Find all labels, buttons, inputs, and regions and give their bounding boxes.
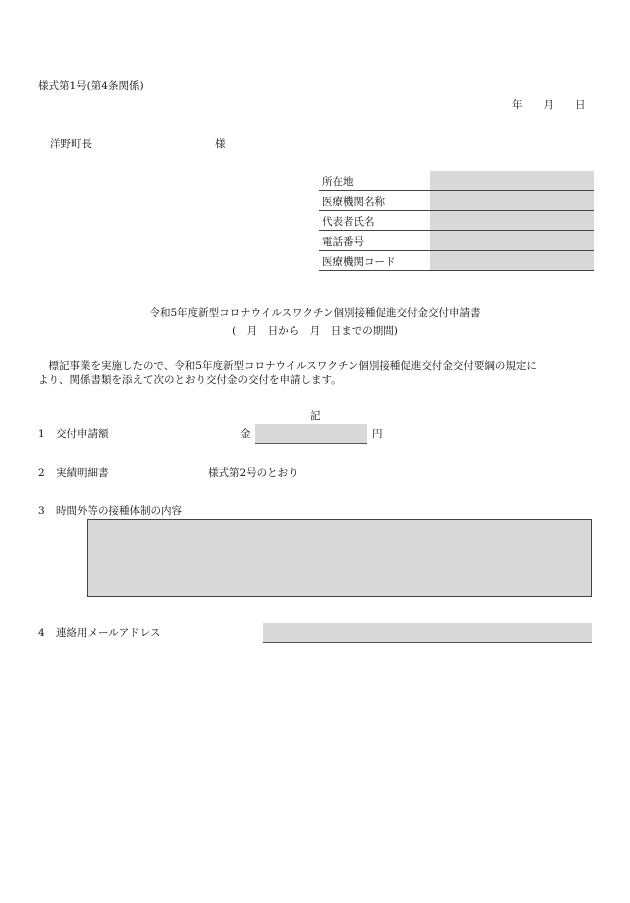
phone-field[interactable] xyxy=(430,231,594,251)
date-line: 年 月 日 xyxy=(512,99,586,111)
item2-label: 実績明細書 xyxy=(56,467,109,479)
application-amount-field[interactable] xyxy=(255,424,367,444)
applicant-row-representative xyxy=(319,211,594,231)
address-label: 所在地 xyxy=(319,171,430,191)
institution-code-field[interactable] xyxy=(430,251,594,271)
applicant-row-address xyxy=(319,171,594,191)
representative-field[interactable] xyxy=(430,211,594,231)
institution-name-field[interactable] xyxy=(430,191,594,211)
item3-label: 時間外等の接種体制の内容 xyxy=(56,505,182,517)
applicant-row-phone xyxy=(319,231,594,251)
period-line: ( 月 日から 月 日までの期間) xyxy=(232,325,398,337)
item4-label: 連絡用メールアドレス xyxy=(56,627,161,639)
document-title: 令和5年度新型コロナウイルスワクチン個別接種促進交付金交付申請書 xyxy=(149,307,481,319)
body-line-2: より、関係書類を添えて次のとおり交付金の交付を申請します。 xyxy=(38,374,342,386)
item4-number: 4 xyxy=(38,627,45,639)
item1-label: 交付申請額 xyxy=(56,428,109,440)
institution-name-label: 医療機関名称 xyxy=(319,191,430,211)
item2-value: 様式第2号のとおり xyxy=(208,467,299,479)
representative-label: 代表者氏名 xyxy=(319,211,430,231)
addressee-honorific: 様 xyxy=(215,138,226,150)
item3-number: 3 xyxy=(38,505,45,517)
address-field[interactable] xyxy=(430,171,594,191)
item1-prefix: 金 xyxy=(240,428,251,440)
form-number: 様式第1号(第4条関係) xyxy=(38,80,144,92)
contact-email-field[interactable] xyxy=(263,623,592,643)
item1-unit: 円 xyxy=(372,428,383,440)
ki-heading: 記 xyxy=(310,410,321,422)
body-line-1: 標記事業を実施したので、令和5年度新型コロナウイルスワクチン個別接種促進交付金交付要綱の規定に xyxy=(38,360,537,372)
institution-code-label: 医療機関コード xyxy=(319,251,430,271)
phone-label: 電話番号 xyxy=(319,231,430,251)
item1-number: 1 xyxy=(38,428,45,440)
after-hours-system-field[interactable] xyxy=(87,519,592,597)
applicant-row-code xyxy=(319,251,594,271)
applicant-info-table xyxy=(319,171,594,271)
addressee-name: 洋野町長 xyxy=(50,138,92,150)
applicant-row-institution xyxy=(319,191,594,211)
item2-number: 2 xyxy=(38,467,45,479)
